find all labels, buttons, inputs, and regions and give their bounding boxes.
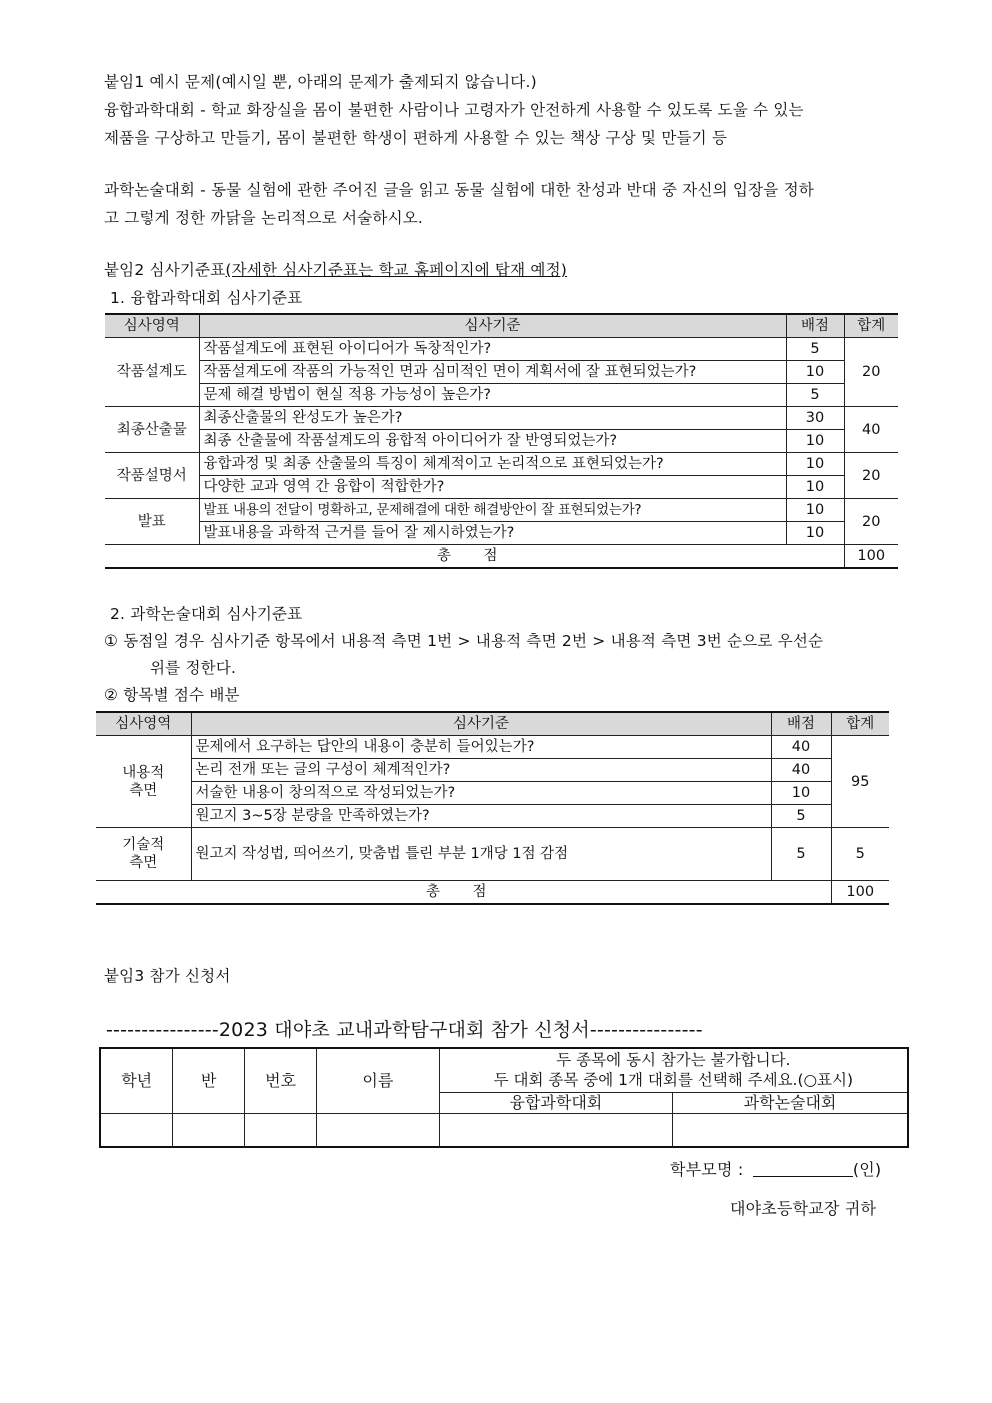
section2-title: 2. 과학논술대회 심사기준표 [110, 605, 303, 623]
header-score: 배점 [786, 314, 844, 338]
total-label: 총 점 [105, 545, 844, 569]
criteria-cell: 최종 산출물에 작품설계도의 융합적 아이디어가 잘 반영되었는가? [199, 430, 786, 453]
table-row [105, 361, 898, 384]
table-row [96, 759, 889, 782]
header-score: 배점 [771, 712, 831, 736]
sum-cell: 20 [844, 453, 898, 499]
score-cell: 5 [771, 828, 831, 881]
fusion-science-select-field[interactable] [439, 1113, 672, 1147]
total-label: 총 점 [96, 881, 831, 905]
score-cell: 30 [786, 407, 844, 430]
score-cell: 10 [786, 476, 844, 499]
number-field[interactable] [245, 1113, 317, 1147]
score-cell: 5 [786, 338, 844, 361]
score-cell: 40 [771, 736, 831, 759]
sum-cell: 20 [844, 499, 898, 545]
header-total: 합계 [831, 712, 889, 736]
attach1-line: 융합과학대회 - 학교 화장실을 몸이 불편한 사람이나 고령자가 안전하게 사용할 수 있도록 도울 수 있는 [104, 101, 804, 119]
header-class: 반 [173, 1048, 245, 1113]
table-row [105, 338, 898, 361]
rule-note: 위를 정한다. [150, 659, 237, 677]
criteria-cell: 발표 내용의 전달이 명확하고, 문제해결에 대한 해결방안이 잘 표현되었는가? [199, 499, 786, 522]
attach2-title [104, 258, 567, 280]
area-cell: 발표 [105, 499, 199, 545]
seal-label: (인) [852, 1160, 882, 1179]
rule-note: ② 항목별 점수 배분 [104, 686, 240, 704]
score-cell: 10 [786, 499, 844, 522]
area-cell: 기술적 측면 [96, 828, 191, 881]
criteria-cell: 다양한 교과 영역 간 융합이 적합한가? [199, 476, 786, 499]
participation-notice [439, 1048, 908, 1092]
attach3-title: 붙임3 참가 신청서 [104, 967, 231, 985]
table-row [105, 384, 898, 407]
attach1-title: 붙임1 예시 문제(예시일 뿐, 아래의 문제가 출제되지 않습니다.) [104, 73, 537, 91]
science-essay-criteria-table [96, 711, 889, 905]
score-cell: 10 [786, 453, 844, 476]
area-cell: 최종산출물 [105, 407, 199, 453]
grade-field[interactable] [100, 1113, 173, 1147]
table-row [105, 499, 898, 522]
area-cell: 작품설명서 [105, 453, 199, 499]
notice-line: 두 대회 종목 중에 1개 대회를 선택해 주세요.(○표시) [493, 1071, 854, 1090]
option-fusion-science: 융합과학대회 [439, 1092, 672, 1113]
name-field[interactable] [317, 1113, 440, 1147]
parent-signature [670, 1157, 881, 1180]
area-cell: 작품설계도 [105, 338, 199, 407]
class-field[interactable] [173, 1113, 245, 1147]
score-cell: 10 [786, 522, 844, 545]
score-cell: 10 [786, 361, 844, 384]
rule-note: ① 동점일 경우 심사기준 항목에서 내용적 측면 1번 > 내용적 측면 2번 > 내용적 측면 3번 순으로 우선순 [104, 632, 824, 650]
attach2-title-note: (자세한 심사기준표는 학교 홈페이지에 탑재 예정) [225, 261, 567, 279]
table-row [96, 828, 889, 881]
header-criteria: 심사기준 [199, 314, 786, 338]
section1-title: 1. 융합과학대회 심사기준표 [110, 289, 303, 307]
sum-cell: 20 [844, 338, 898, 407]
header-grade: 학년 [100, 1048, 173, 1113]
header-total: 합계 [844, 314, 898, 338]
table-row [105, 407, 898, 430]
table-row [105, 453, 898, 476]
header-number: 번호 [245, 1048, 317, 1113]
header-area: 심사영역 [96, 712, 191, 736]
fusion-science-criteria-table [105, 313, 898, 569]
score-cell: 10 [786, 430, 844, 453]
criteria-cell: 서술한 내용이 창의적으로 작성되었는가? [191, 782, 771, 805]
table-row [96, 736, 889, 759]
score-cell: 5 [786, 384, 844, 407]
criteria-cell: 논리 전개 또는 글의 구성이 체계적인가? [191, 759, 771, 782]
criteria-cell: 발표내용을 과학적 근거를 들어 잘 제시하였는가? [199, 522, 786, 545]
application-form-table [99, 1047, 909, 1148]
attach1-line: 과학논술대회 - 동물 실험에 관한 주어진 글을 읽고 동물 실험에 대한 찬성과 반대 중 자신의 입장을 정하 [104, 181, 814, 199]
table-row [105, 476, 898, 499]
score-cell: 40 [771, 759, 831, 782]
area-cell: 내용적 측면 [96, 736, 191, 828]
total-value: 100 [831, 881, 889, 905]
criteria-cell: 최종산출물의 완성도가 높은가? [199, 407, 786, 430]
criteria-cell: 융합과정 및 최종 산출물의 특징이 체계적이고 논리적으로 표현되었는가? [199, 453, 786, 476]
score-cell: 10 [771, 782, 831, 805]
table-row [96, 805, 889, 828]
score-cell: 5 [771, 805, 831, 828]
parent-name-label: 학부모명 : [670, 1160, 744, 1179]
parent-name-field[interactable] [753, 1161, 853, 1177]
total-row [105, 545, 898, 569]
total-value: 100 [844, 545, 898, 569]
header-criteria: 심사기준 [191, 712, 771, 736]
criteria-cell: 작품설계도에 작품의 가능적인 면과 심미적인 면이 계획서에 잘 표현되었는가? [199, 361, 786, 384]
header-area: 심사영역 [105, 314, 199, 338]
criteria-cell: 문제에서 요구하는 답안의 내용이 충분히 들어있는가? [191, 736, 771, 759]
attach1-line: 제품을 구상하고 만들기, 몸이 불편한 학생이 편하게 사용할 수 있는 책상 구상 및 만들기 등 [104, 129, 728, 147]
header-name: 이름 [317, 1048, 440, 1113]
criteria-cell: 원고지 3~5장 분량을 만족하였는가? [191, 805, 771, 828]
option-science-essay: 과학논술대회 [673, 1092, 908, 1113]
sum-cell: 40 [844, 407, 898, 453]
table-row [105, 522, 898, 545]
sum-cell: 95 [831, 736, 889, 828]
addressee: 대야초등학교장 귀하 [730, 1199, 877, 1218]
table-row [96, 782, 889, 805]
science-essay-select-field[interactable] [673, 1113, 908, 1147]
table-row [105, 430, 898, 453]
total-row [96, 881, 889, 905]
notice-line: 두 종목에 동시 참가는 불가합니다. [556, 1051, 791, 1070]
attach2-title-prefix: 붙임2 심사기준표 [104, 261, 226, 279]
sum-cell: 5 [831, 828, 889, 881]
attach1-line: 고 그렇게 정한 까닭을 논리적으로 서술하시오. [104, 209, 424, 227]
criteria-cell: 문제 해결 방법이 현실 적용 가능성이 높은가? [199, 384, 786, 407]
criteria-cell: 작품설계도에 표현된 아이디어가 독창적인가? [199, 338, 786, 361]
criteria-cell: 원고지 작성법, 띄어쓰기, 맞춤법 틀린 부분 1개당 1점 감점 [191, 828, 771, 881]
form-title: ----------------2023 대야초 교내과학탐구대회 참가 신청서---------------- [106, 1019, 703, 1041]
